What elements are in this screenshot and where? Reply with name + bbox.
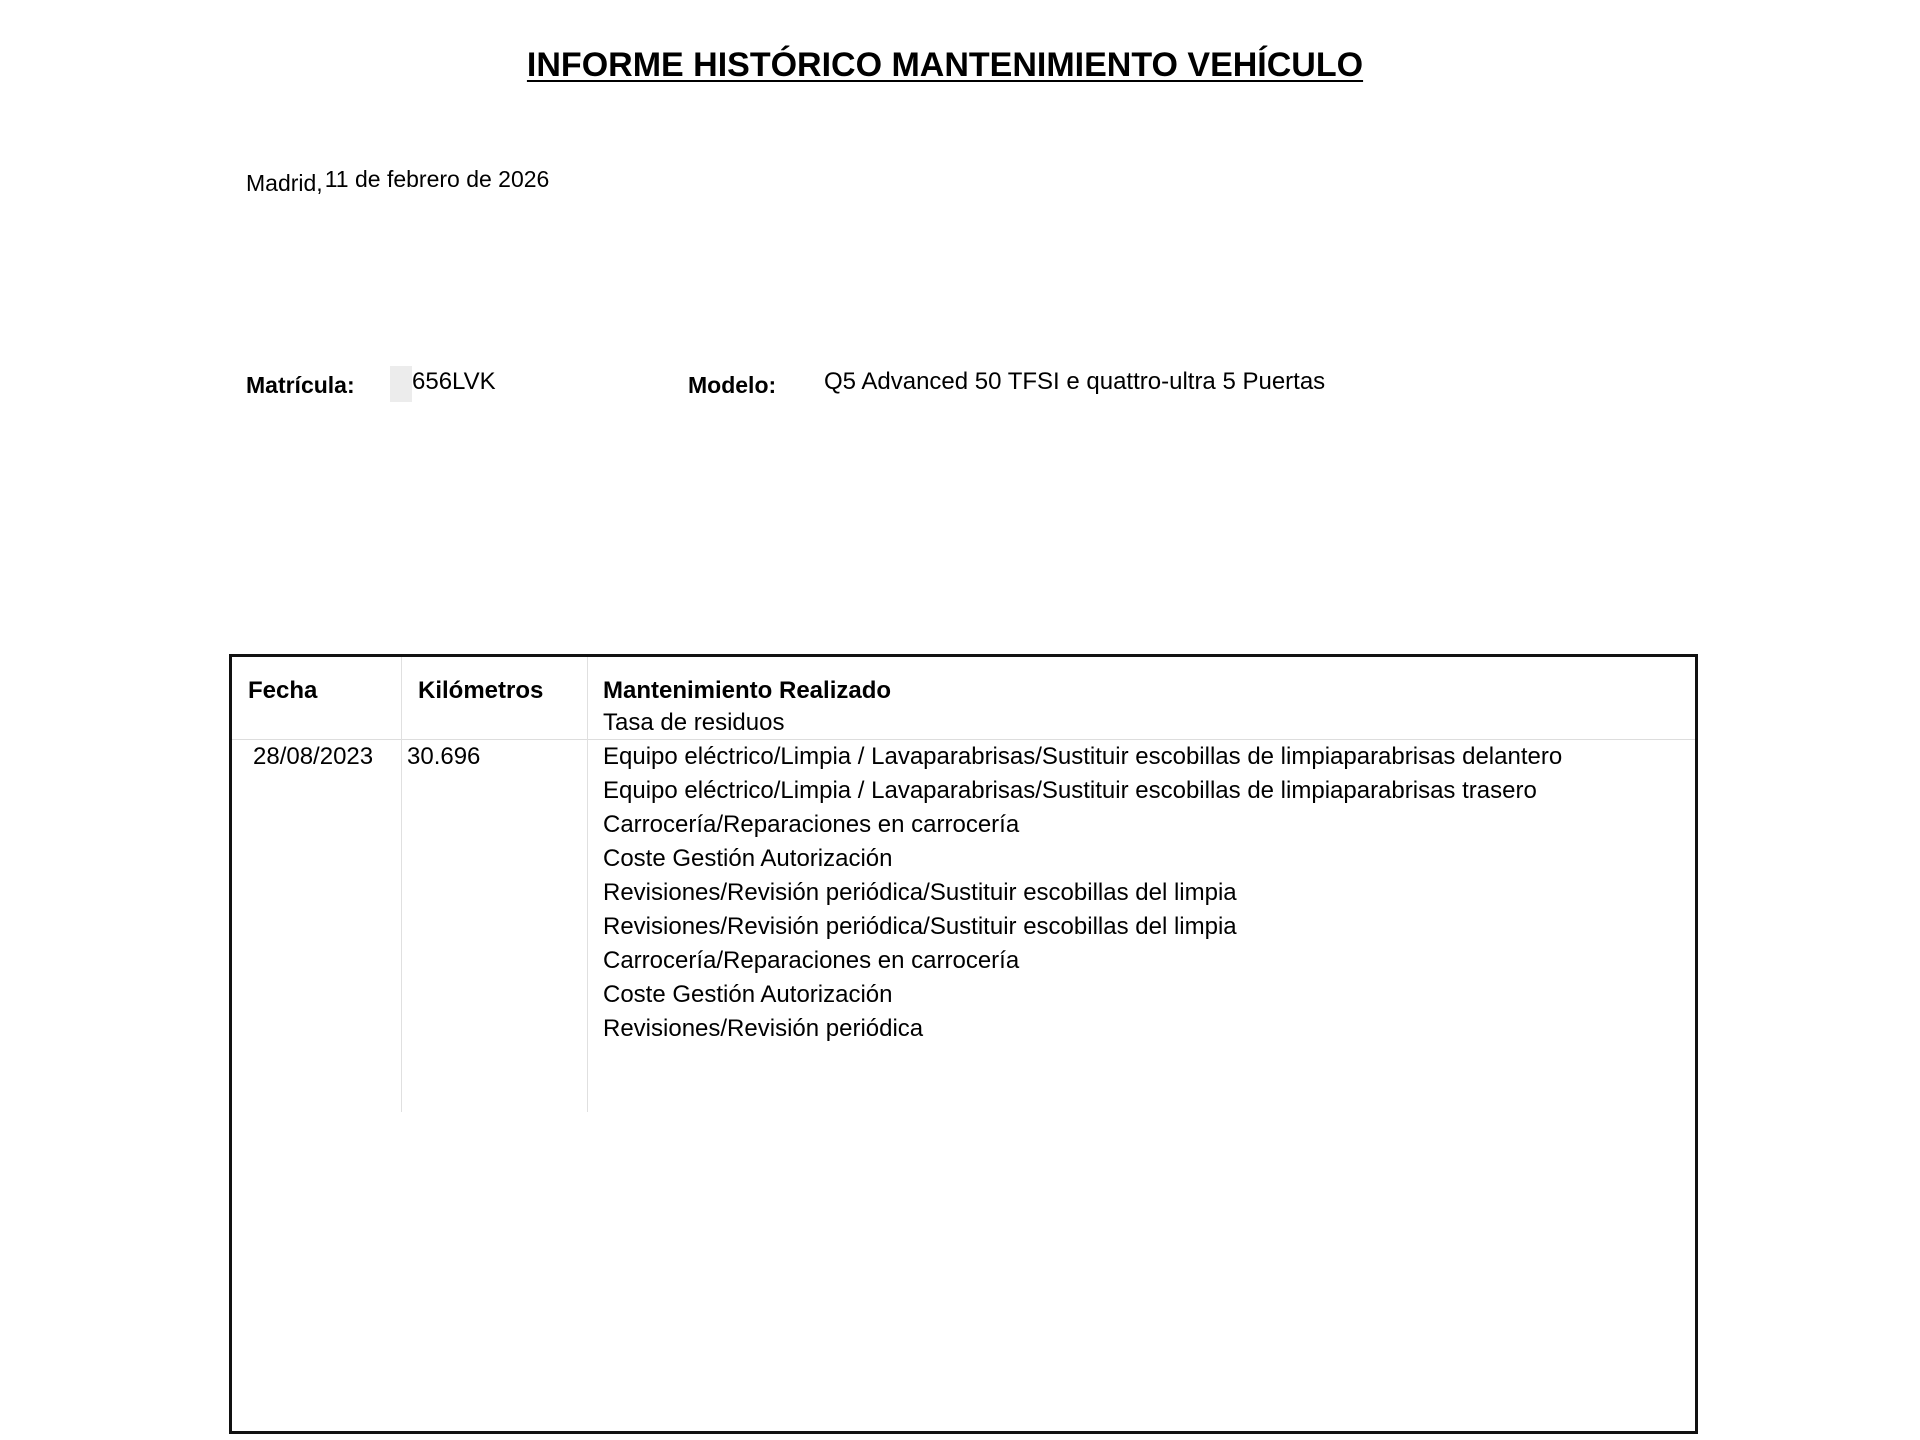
list-item: Revisiones/Revisión periódica/Sustituir escobillas del limpia bbox=[603, 879, 1237, 906]
row-km: 30.696 bbox=[407, 743, 481, 770]
list-item: Coste Gestión Autorización bbox=[603, 845, 893, 872]
row-date: 28/08/2023 bbox=[253, 743, 374, 770]
header-extra-item: Tasa de residuos bbox=[603, 709, 785, 736]
plate-label: Matrícula: bbox=[246, 372, 355, 398]
list-item: Coste Gestión Autorización bbox=[603, 981, 893, 1008]
model-value: Q5 Advanced 50 TFSI e quattro-ultra 5 Puertas bbox=[824, 368, 1326, 395]
list-item: Carrocería/Reparaciones en carrocería bbox=[603, 947, 1020, 974]
model-label: Modelo: bbox=[688, 372, 777, 398]
place-date bbox=[246, 166, 550, 196]
report-title: INFORME HISTÓRICO MANTENIMIENTO VEHÍCULO bbox=[526, 46, 1364, 84]
list-item: Revisiones/Revisión periódica bbox=[603, 1015, 924, 1042]
maintenance-table bbox=[229, 654, 1698, 1434]
header-km: Kilómetros bbox=[418, 677, 544, 704]
list-item: Equipo eléctrico/Limpia / Lavaparabrisas/Sustituir escobillas de limpiaparabrisas delantero bbox=[603, 743, 1563, 770]
redaction-mark bbox=[390, 366, 412, 402]
list-item: Revisiones/Revisión periódica/Sustituir escobillas del limpia bbox=[603, 913, 1237, 940]
header-date: Fecha bbox=[248, 677, 318, 704]
column-divider-2 bbox=[587, 657, 588, 1112]
maintenance-items bbox=[603, 740, 1563, 1046]
report-date: 11 de febrero de 2026 bbox=[324, 166, 550, 192]
header-maintenance: Mantenimiento Realizado bbox=[603, 677, 892, 704]
column-divider-1 bbox=[401, 657, 402, 1112]
list-item: Equipo eléctrico/Limpia / Lavaparabrisas/Sustituir escobillas de limpiaparabrisas trasero bbox=[603, 777, 1537, 804]
plate-value: 656LVK bbox=[412, 368, 496, 395]
report-place: Madrid, bbox=[246, 170, 323, 196]
list-item: Carrocería/Reparaciones en carrocería bbox=[603, 811, 1020, 838]
